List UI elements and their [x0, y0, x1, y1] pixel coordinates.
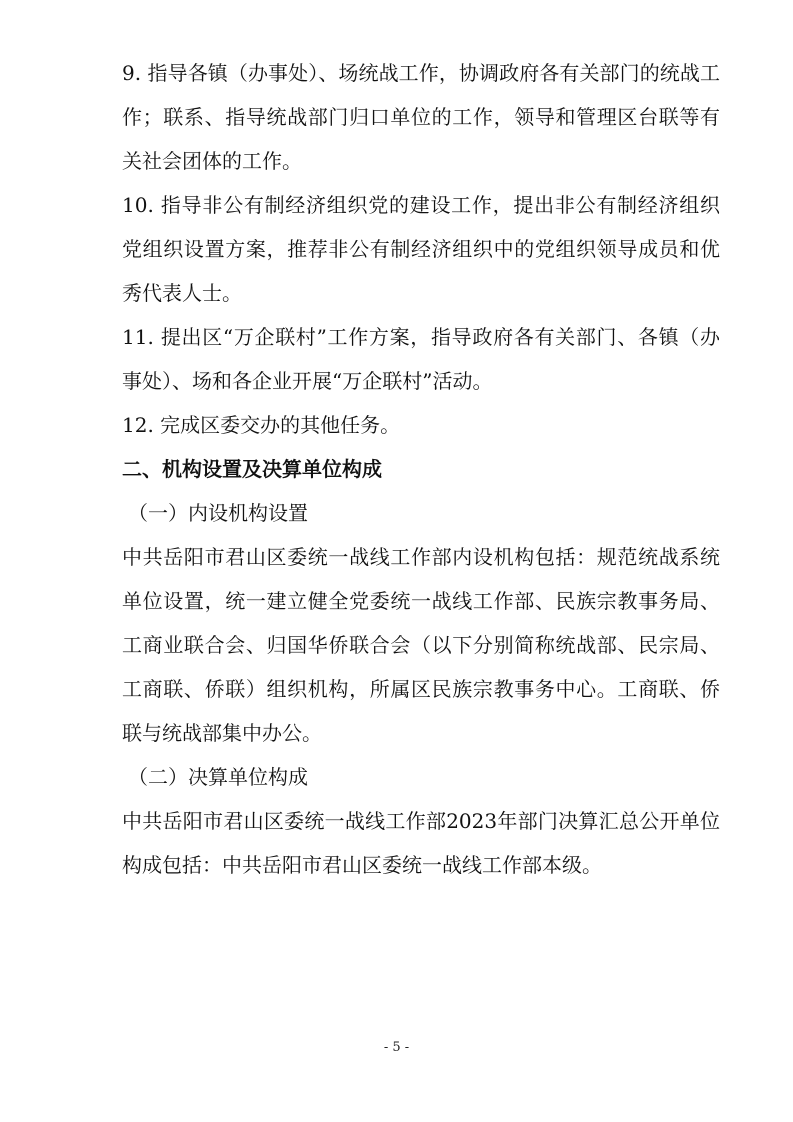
subsection-text-2: 中共岳阳市君山区委统一战线工作部2023年部门决算汇总公开单位构成包括：中共岳阳市君山区委统一战线工作部本级。 — [122, 809, 720, 877]
section-heading: 二、机构设置及决算单位构成 — [122, 457, 382, 481]
document-body — [122, 51, 720, 887]
paragraph-item-10: 10. 指导非公有制经济组织党的建设工作，提出非公有制经济组织党组织设置方案，推荐非公有制经济组织中的党组织领导成员和优秀代表人士。 — [122, 193, 720, 305]
paragraph-item-9: 9. 指导各镇（办事处）、场统战工作，协调政府各有关部门的统战工作；联系、指导统战部门归口单位的工作，领导和管理区台联等有关社会团体的工作。 — [122, 61, 720, 173]
page-number: - 5 - — [383, 1040, 410, 1055]
subsection-heading-2: （二）决算单位构成 — [128, 765, 308, 789]
paragraph-item-12: 12. 完成区委交办的其他任务。 — [122, 413, 401, 437]
paragraph-item-11: 11. 提出区“万企联村”工作方案，指导政府各有关部门、各镇（办事处）、场和各企业开展“万企联村”活动。 — [122, 325, 720, 393]
subsection-text-1: 中共岳阳市君山区委统一战线工作部内设机构包括：规范统战系统单位设置，统一建立健全党委统一战线工作部、民族宗教事务局、工商业联合会、归国华侨联合会（以下分别简称统战部、民宗局、工商联、侨联）组织机构，所属区民族宗教事务中心。工商联、侨联与统战部集中办公。 — [122, 545, 720, 745]
subsection-heading-1: （一）内设机构设置 — [128, 501, 308, 525]
